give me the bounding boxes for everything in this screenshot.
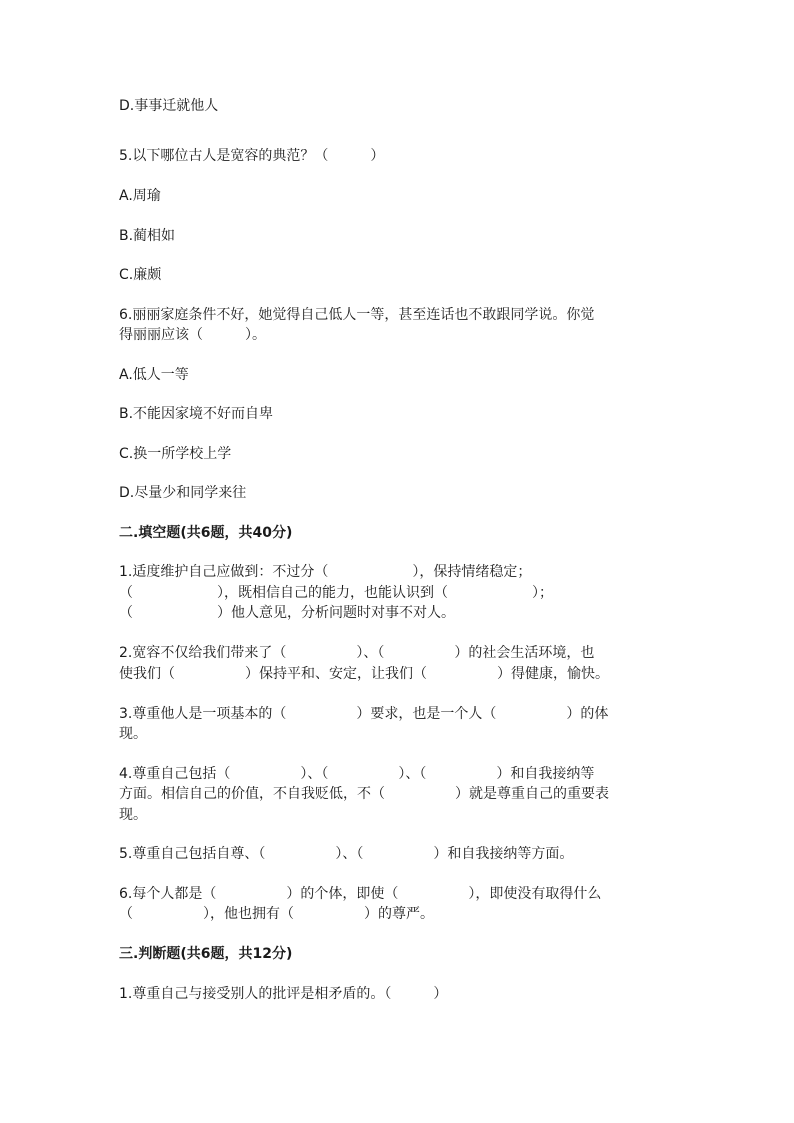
q6-question-line1: 6.丽丽家庭条件不好，她觉得自己低人一等，甚至连话也不敢跟同学说。你觉 <box>119 307 595 323</box>
fill-q2-line2: 使我们（ ）保持平和、安定，让我们（ ）得健康，愉快。 <box>119 666 609 682</box>
fill-q4-line2: 方面。相信自己的价值，不自我贬低，不（ ）就是尊重自己的重要表 <box>119 786 609 802</box>
section-fill-blank-heading: 二.填空题(共6题，共40分) <box>119 525 293 541</box>
q6-option-c: C.换一所学校上学 <box>119 446 232 462</box>
fill-q3-line2: 现。 <box>119 726 147 742</box>
q6-option-b: B.不能因家境不好而自卑 <box>119 406 274 422</box>
fill-q6-line1: 6.每个人都是（ ）的个体，即使（ ），即使没有取得什么 <box>119 886 602 902</box>
q6-option-d: D.尽量少和同学来往 <box>119 485 247 501</box>
q5-question: 5.以下哪位古人是宽容的典范？（ ） <box>119 148 385 164</box>
fill-q6-line2: （ ），他也拥有（ ）的尊严。 <box>119 906 434 922</box>
fill-q1-line1: 1.适度维护自己应做到：不过分（ ），保持情绪稳定； <box>119 564 532 580</box>
fill-q4-line3: 现。 <box>119 807 147 823</box>
q4-option-d: D.事事迁就他人 <box>119 98 219 114</box>
q5-option-c: C.廉颇 <box>119 267 162 283</box>
section-true-false-heading: 三.判断题(共6题，共12分) <box>119 946 293 962</box>
q5-option-a: A.周瑜 <box>119 188 161 204</box>
fill-q1-line2: （ ），既相信自己的能力，也能认识到（ ）； <box>119 585 553 601</box>
fill-q2-line1: 2.宽容不仅给我们带来了（ ）、（ ）的社会生活环境，也 <box>119 645 595 661</box>
q5-option-b: B.蔺相如 <box>119 228 176 244</box>
fill-q3-line1: 3.尊重他人是一项基本的（ ）要求，也是一个人（ ）的体 <box>119 706 609 722</box>
fill-q4-line1: 4.尊重自己包括（ ）、（ ）、（ ）和自我接纳等 <box>119 766 595 782</box>
judge-q1: 1.尊重自己与接受别人的批评是相矛盾的。（ ） <box>119 986 448 1002</box>
q6-option-a: A.低人一等 <box>119 367 189 383</box>
fill-q1-line3: （ ）他人意见，分析问题时对事不对人。 <box>119 605 455 621</box>
q6-question-line2: 得丽丽应该（ ）。 <box>119 327 266 343</box>
fill-q5: 5.尊重自己包括自尊、（ ）、（ ）和自我接纳等方面。 <box>119 846 574 862</box>
